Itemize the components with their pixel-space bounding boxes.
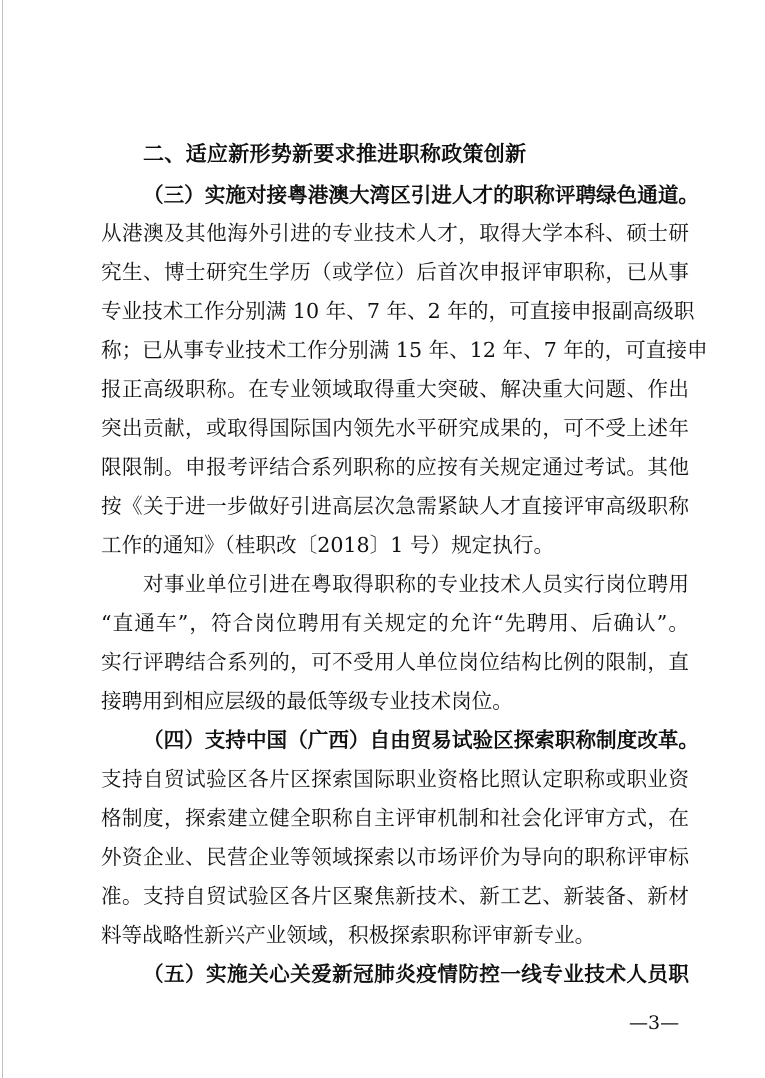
paragraph-4-line: 外资企业、民营企业等领域探索以市场评价为导向的职称评审标: [101, 845, 689, 869]
paragraph-3-line: 突出贡献，或取得国际国内领先水平研究成果的，可不受上述年: [101, 416, 689, 440]
subhead-5: （五）实施关心关爱新冠肺炎疫情防控一线专业技术人员职: [143, 962, 689, 986]
paragraph-direct-line: 实行评聘结合系列的，可不受用人单位岗位结构比例的限制，直: [101, 650, 689, 674]
paragraph-3-line: 从港澳及其他海外引进的专业技术人才，取得大学本科、硕士研: [101, 221, 689, 245]
paragraph-4-line: 支持自贸试验区各片区探索国际职业资格比照认定职称或职业资: [101, 767, 689, 791]
paragraph-4-line: 准。支持自贸试验区各片区聚焦新技术、新工艺、新装备、新材: [101, 884, 689, 908]
paragraph-direct-line: 对事业单位引进在粤取得职称的专业技术人员实行岗位聘用: [143, 572, 689, 596]
paragraph-3-line: 按《关于进一步做好引进高层次急需紧缺人才直接评审高级职称: [101, 494, 689, 518]
page-number: —3—: [629, 1012, 680, 1034]
paragraph-4-line: 料等战略性新兴产业领域，积极探索职称评审新专业。: [101, 923, 596, 947]
paragraph-direct-line: “直通车”，符合岗位聘用有关规定的允许“先聘用、后确认”。: [101, 611, 689, 635]
paragraph-3-line: 专业技术工作分别满 10 年、7 年、2 年的，可直接申报副高级职: [101, 299, 695, 323]
paragraph-3-line: 工作的通知》（桂职改〔2018〕1 号）规定执行。: [101, 533, 555, 557]
paragraph-direct-line: 接聘用到相应层级的最低等级专业技术岗位。: [101, 689, 513, 713]
paragraph-4-line: 格制度，探索建立健全职称自主评审机制和社会化评审方式，在: [101, 806, 689, 830]
paragraph-3-line: 称；已从事专业技术工作分别满 15 年、12 年、7 年的，可直接申: [101, 338, 708, 362]
section-heading: 二、适应新形势新要求推进职称政策创新: [143, 142, 527, 166]
page-edge-rule: [2, 0, 3, 1078]
subhead-4: （四）支持中国（广西）自由贸易试验区探索职称制度改革。: [143, 728, 700, 752]
subhead-3: （三）实施对接粤港澳大湾区引进人才的职称评聘绿色通道。: [143, 183, 700, 207]
paragraph-3-line: 究生、博士研究生学历（或学位）后首次申报评审职称，已从事: [101, 260, 689, 284]
paragraph-3-line: 报正高级职称。在专业领域取得重大突破、解决重大问题、作出: [101, 377, 689, 401]
paragraph-3-line: 限限制。申报考评结合系列职称的应按有关规定通过考试。其他: [101, 455, 689, 479]
